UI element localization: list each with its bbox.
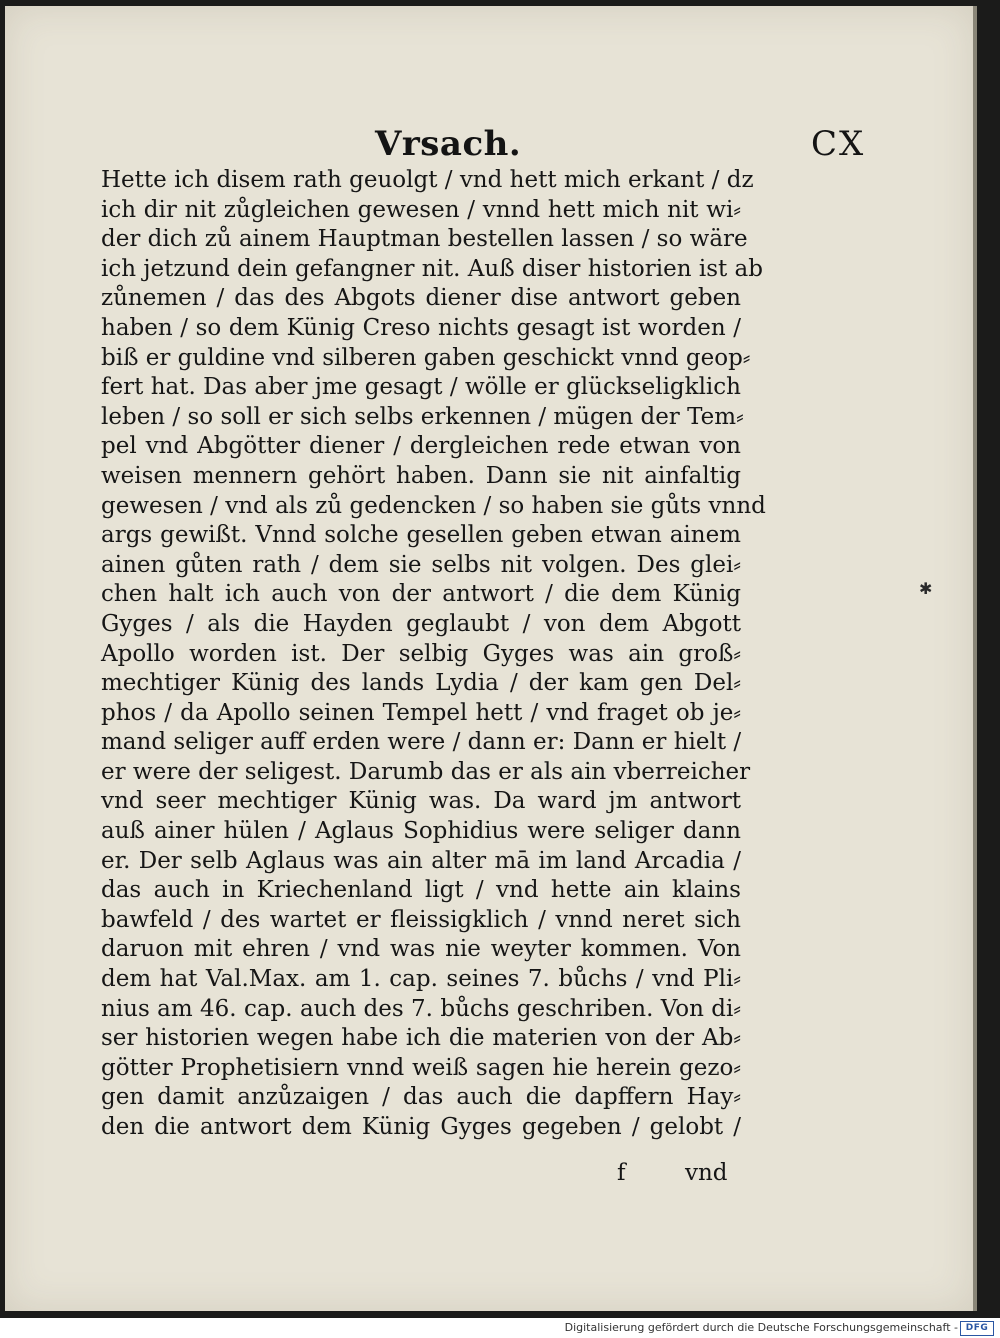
text-line: den die antwort dem Künig Gyges gegeben / gelobt / xyxy=(101,1114,741,1140)
text-line: dem hat Val.Max. am 1. cap. seines 7. bůchs / vnd Pli⸗ xyxy=(101,966,741,993)
signature-mark: f xyxy=(617,1160,626,1186)
text-line: args gewißt. Vnnd solche gesellen geben etwan ainem xyxy=(101,522,741,549)
text-line: Gyges / als die Hayden geglaubt / von dem Abgott xyxy=(101,610,741,637)
text-line: daruon mit ehren / vnd was nie weyter kommen. Von xyxy=(101,936,741,963)
text-line: fert hat. Das aber jme gesagt / wölle er glückseligklich xyxy=(101,374,741,401)
text-line: Hette ich disem rath geuolgt / vnd hett mich erkant / dz xyxy=(101,167,754,193)
text-line: haben / so dem Künig Creso nichts gesagt ist worden / xyxy=(101,314,741,341)
footer-bar xyxy=(0,1318,1000,1338)
text-line: vnd seer mechtiger Künig was. Da ward jm antwort xyxy=(101,788,741,815)
text-line: götter Prophetisiern vnnd weiß sagen hie herein gezo⸗ xyxy=(101,1054,741,1081)
running-head: Vrsach. xyxy=(375,124,522,164)
text-line: gewesen / vnd als zů gedencken / so haben sie gůts vnnd xyxy=(101,492,766,519)
text-line: ainen gůten rath / dem sie selbs nit volgen. Des glei⸗ xyxy=(101,551,741,578)
text-line: pel vnd Abgötter diener / dergleichen rede etwan von xyxy=(101,433,741,460)
text-line: der dich zů ainem Hauptman bestellen lassen / so wäre xyxy=(101,226,748,253)
text-line: er. Der selb Aglaus was ain alter mā im land Arcadia / xyxy=(101,847,741,874)
text-line: phos / da Apollo seinen Tempel hett / vnd fraget ob je⸗ xyxy=(101,699,741,726)
page-edge xyxy=(973,6,977,1311)
dfg-logo: DFG xyxy=(960,1321,994,1336)
text-line: zůnemen / das des Abgots diener dise antwort geben xyxy=(101,285,741,312)
ink-speck: ✱ xyxy=(919,579,933,598)
text-line: ser historien wegen habe ich die materien von der Ab⸗ xyxy=(101,1025,741,1052)
text-line: mand seliger auff erden were / dann er: Dann er hielt / xyxy=(101,729,742,756)
text-block xyxy=(101,166,766,1143)
text-line: das auch in Kriechenland ligt / vnd hette ain klains xyxy=(101,877,741,904)
funding-credit: Digitalisierung gefördert durch die Deutsche Forschungsgemeinschaft - xyxy=(564,1321,958,1334)
text-line: chen halt ich auch von der antwort / die dem Künig xyxy=(101,581,741,608)
text-line: ich dir nit zůgleichen gewesen / vnnd hett mich nit wi⸗ xyxy=(101,196,741,223)
text-line: bawfeld / des wartet er fleissigklich / vnnd neret sich xyxy=(101,906,741,933)
folio-number: CX xyxy=(811,124,866,164)
text-line: mechtiger Künig des lands Lydia / der kam gen Del⸗ xyxy=(101,670,741,697)
catchword: vnd xyxy=(685,1160,728,1186)
text-line: Apollo worden ist. Der selbig Gyges was ain groß⸗ xyxy=(101,640,741,667)
text-line: weisen mennern gehört haben. Dann sie nit ainfaltig xyxy=(101,462,741,489)
text-line: er were der seligest. Darumb das er als ain vberreicher xyxy=(101,758,751,785)
book-page xyxy=(5,6,973,1311)
text-line: gen damit anzůzaigen / das auch die dapffern Hay⸗ xyxy=(101,1084,741,1111)
text-line: nius am 46. cap. auch des 7. bůchs geschriben. Von di⸗ xyxy=(101,995,741,1022)
text-line: auß ainer hülen / Aglaus Sophidius were seliger dann xyxy=(101,818,741,845)
text-line: biß er guldine vnd silberen gaben geschickt vnnd geop⸗ xyxy=(101,344,751,371)
text-line: ich jetzund dein gefangner nit. Auß diser historien ist ab xyxy=(101,255,763,282)
text-line: leben / so soll er sich selbs erkennen / mügen der Tem⸗ xyxy=(101,403,744,430)
